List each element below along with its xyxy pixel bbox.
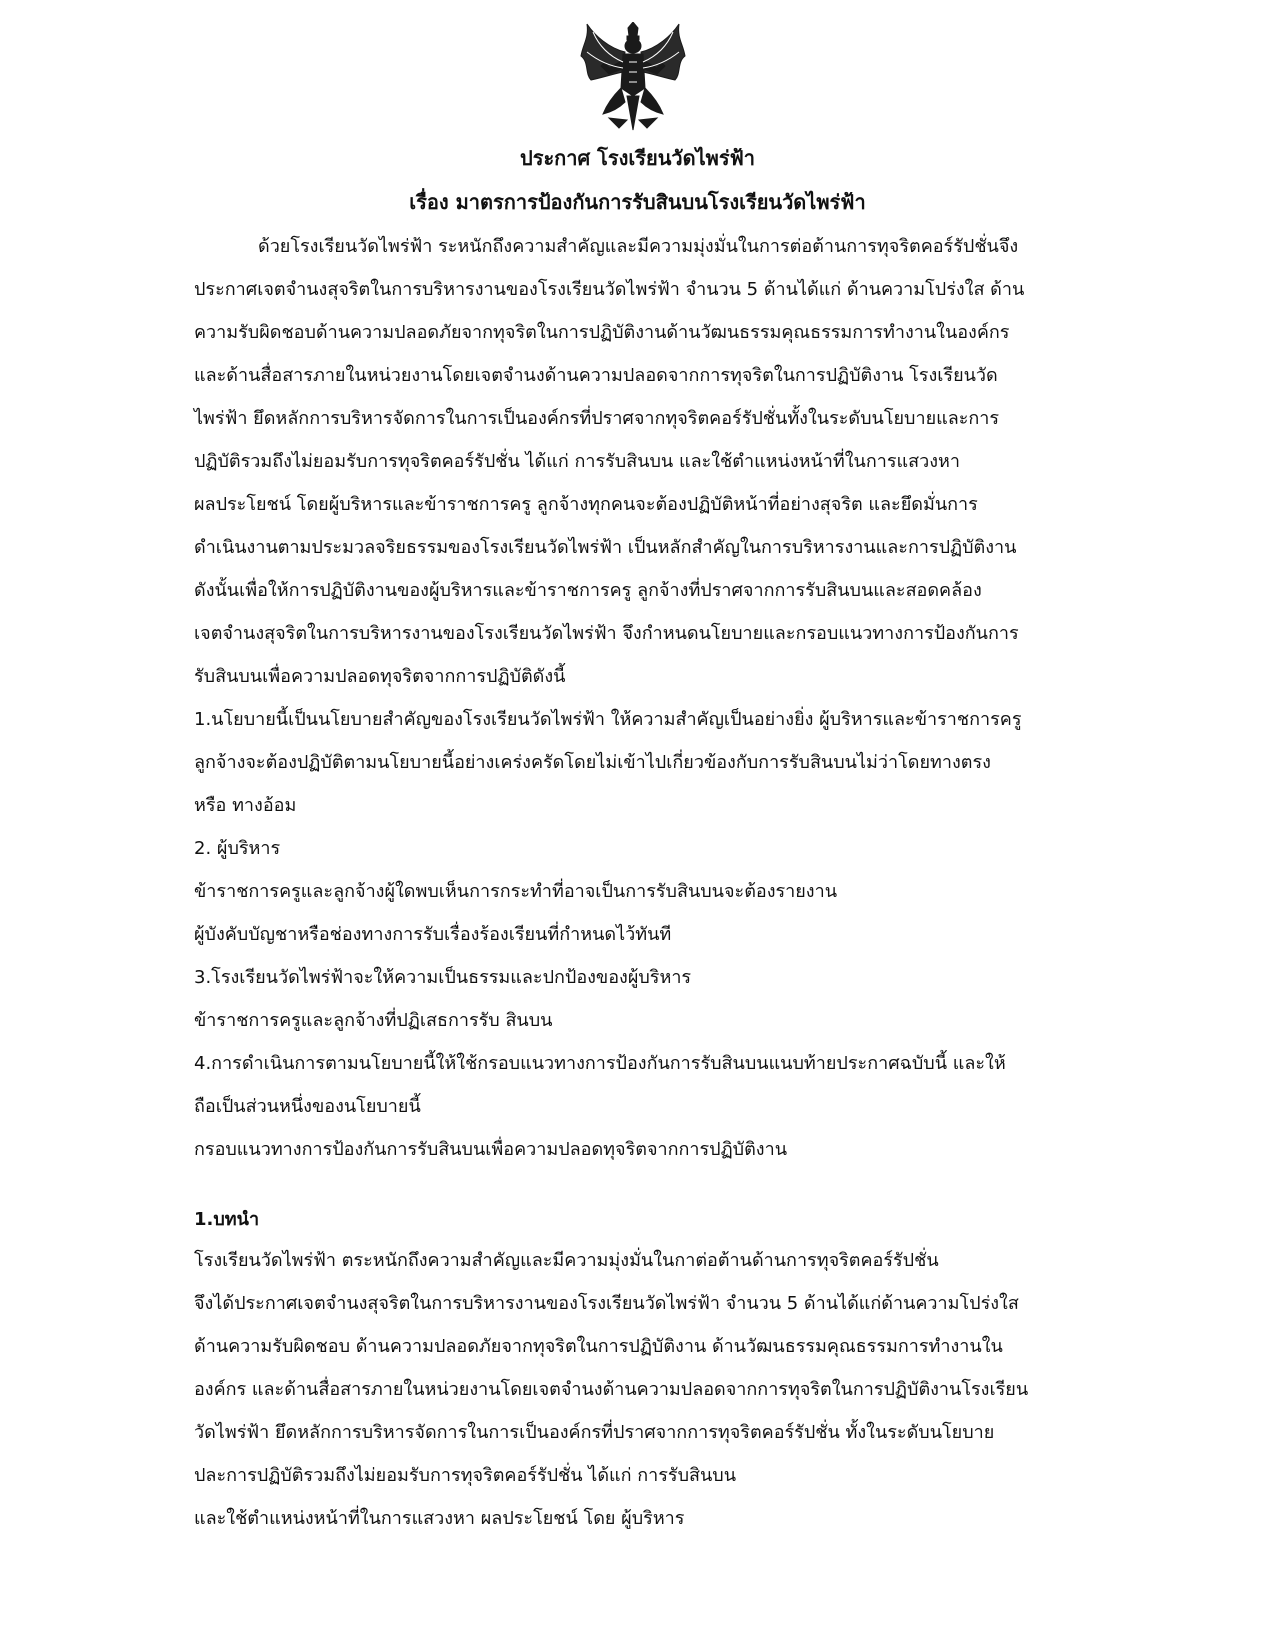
policy-item-line: ผู้บังคับบัญชาหรือช่องทางการรับเรื่องร้องเรียนที่กำหนดไว้ทันที bbox=[194, 924, 672, 945]
section-line: องค์กร และด้านสื่อสารภายในหน่วยงานโดยเจตจำนงด้านความปลอดจากการทุจริตในการปฏิบัติงานโรงเรียน bbox=[194, 1379, 1029, 1400]
policy-item-line: ถือเป็นส่วนหนึ่งของนโยบายนี้ bbox=[194, 1096, 421, 1117]
section-line: วัดไพร่ฟ้า ยึดหลักการบริหารจัดการในการเป็นองค์กรที่ปราศจากการทุจริตคอร์รัปชั่น ทั้งในระดับนโยบาย bbox=[194, 1422, 995, 1443]
policy-item-line: ลูกจ้างจะต้องปฏิบัติตามนโยบายนี้อย่างเคร่งครัดโดยไม่เข้าไปเกี่ยวข้องกับการรับสินบนไม่ว่าโดยทางตรง bbox=[194, 752, 991, 773]
document-subject: เรื่อง มาตรการป้องกันการรับสินบนโรงเรียนวัดไพร่ฟ้า bbox=[409, 190, 866, 214]
section-line: ด้านความรับผิดชอบ ด้านความปลอดภัยจากทุจริตในการปฏิบัติงาน ด้านวัฒนธรรมคุณธรรมการทำงานใน bbox=[194, 1336, 1003, 1357]
policy-item-line: ข้าราชการครูและลูกจ้างผู้ใดพบเห็นการกระทำที่อาจเป็นการรับสินบนจะต้องรายงาน bbox=[194, 881, 838, 902]
policy-item-line: ข้าราชการครูและลูกจ้างที่ปฏิเสธการรับ สินบน bbox=[194, 1010, 553, 1031]
document-title: ประกาศ โรงเรียนวัดไพร่ฟ้า bbox=[520, 146, 755, 170]
framework-title: กรอบแนวทางการป้องกันการรับสินบนเพื่อความปลอดทุจริตจากการปฏิบัติงาน bbox=[194, 1139, 787, 1160]
intro-line: ประกาศเจตจำนงสุจริตในการบริหารงานของโรงเรียนวัดไพร่ฟ้า จำนวน 5 ด้านได้แก่ ด้านความโปร่งใส ด้าน bbox=[194, 279, 1025, 300]
intro-line: ปฏิบัติรวมถึงไม่ยอมรับการทุจริตคอร์รัปชั่น ได้แก่ การรับสินบน และใช้ตำแหน่งหน้าที่ในการแสวงหา bbox=[194, 451, 960, 472]
policy-item-line: 4.การดำเนินการตามนโยบายนี้ให้ใช้กรอบแนวทางการป้องกันการรับสินบนแนบท้ายประกาศฉบับนี้ และให้ bbox=[194, 1053, 1006, 1074]
intro-line: ความรับผิดชอบด้านความปลอดภัยจากทุจริตในการปฏิบัติงานด้านวัฒนธรรมคุณธรรมการทำงานในองค์กร bbox=[194, 322, 1010, 343]
intro-line: รับสินบนเพื่อความปลอดทุจริตจากการปฏิบัติดังนี้ bbox=[194, 666, 566, 687]
intro-line: และด้านสื่อสารภายในหน่วยงานโดยเจตจำนงด้านความปลอดจากการทุจริตในการปฏิบัติงาน โรงเรียนวัด bbox=[194, 365, 998, 386]
intro-line: ดำเนินงานตามประมวลจริยธรรมของโรงเรียนวัดไพร่ฟ้า เป็นหลักสำคัญในการบริหารงานและการปฏิบัติงาน bbox=[194, 537, 1017, 558]
section-line: จึงได้ประกาศเจตจำนงสุจริตในการบริหารงานของโรงเรียนวัดไพร่ฟ้า จำนวน 5 ด้านได้แก่ด้านความโปร่งใส bbox=[194, 1293, 1019, 1314]
policy-item-line: หรือ ทางอ้อม bbox=[194, 795, 297, 816]
policy-item-line: 2. ผู้บริหาร bbox=[194, 838, 281, 859]
section-heading: 1.บทนำ bbox=[194, 1209, 260, 1230]
section-line: ปละการปฏิบัติรวมถึงไม่ยอมรับการทุจริตคอร์รัปชั่น ได้แก่ การรับสินบน bbox=[194, 1465, 737, 1486]
intro-line: ดังนั้นเพื่อให้การปฏิบัติงานของผู้บริหารและข้าราชการครู ลูกจ้างที่ปราศจากการรับสินบนและสอดคล้อง bbox=[194, 580, 982, 601]
policy-item-line: 1.นโยบายนี้เป็นนโยบายสำคัญของโรงเรียนวัดไพร่ฟ้า ให้ความสำคัญเป็นอย่างยิ่ง ผู้บริหารและข้าราชการครู bbox=[194, 709, 1022, 730]
intro-line: ไพร่ฟ้า ยึดหลักการบริหารจัดการในการเป็นองค์กรที่ปราศจากทุจริตคอร์รัปชั่นทั้งในระดับนโยบายและการ bbox=[194, 408, 1000, 429]
section-line: โรงเรียนวัดไพร่ฟ้า ตระหนักถึงความสำคัญและมีความมุ่งมั่นในกาต่อต้านด้านการทุจริตคอร์รัปชั่น bbox=[194, 1250, 939, 1271]
garuda-emblem-icon bbox=[579, 22, 687, 132]
intro-line: เจตจำนงสุจริตในการบริหารงานของโรงเรียนวัดไพร่ฟ้า จึงกำหนดนโยบายและกรอบแนวทางการป้องกันการ bbox=[194, 623, 1019, 644]
intro-line: ผลประโยชน์ โดยผู้บริหารและข้าราชการครู ลูกจ้างทุกคนจะต้องปฏิบัติหน้าที่อย่างสุจริต และยึดมั่นการ bbox=[194, 494, 978, 515]
section-line: และใช้ตำแหน่งหน้าที่ในการแสวงหา ผลประโยชน์ โดย ผู้บริหาร bbox=[194, 1508, 685, 1529]
policy-item-line: 3.โรงเรียนวัดไพร่ฟ้าจะให้ความเป็นธรรมและปกป้องของผู้บริหาร bbox=[194, 967, 692, 988]
intro-line: ด้วยโรงเรียนวัดไพร่ฟ้า ระหนักถึงความสำคัญและมีความมุ่งมั่นในการต่อต้านการทุจริตคอร์รัปชั่นจึง bbox=[258, 236, 1019, 257]
